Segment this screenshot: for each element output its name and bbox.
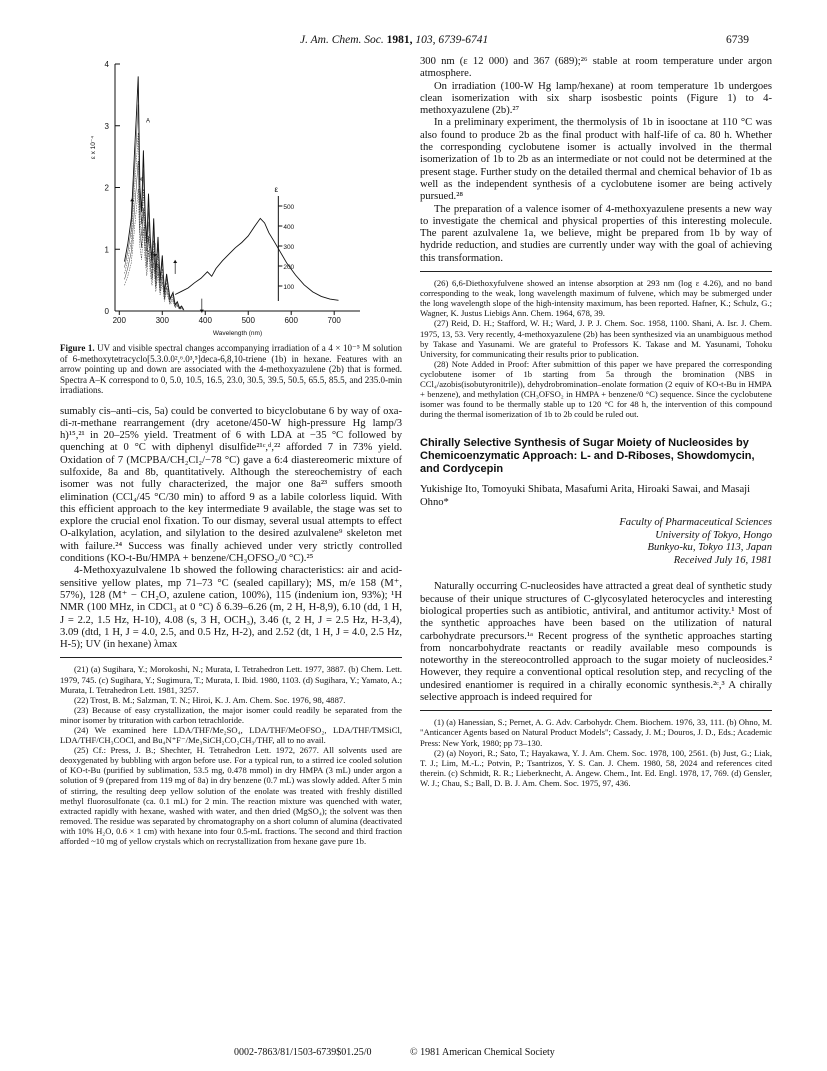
x-tick-label: 700 <box>327 316 341 325</box>
page-number: 6739 <box>726 34 749 46</box>
journal-citation <box>300 34 488 46</box>
footnote-2: (2) (a) Noyori, R.; Sato, T.; Hayakawa, Y. J. Am. Chem. Soc. 1978, 100, 2561. (b) Just, G.; Liak, T. J.; Lim, M.-L.; Potvin, P.; Tsantrizos, Y. S. Can. J. Chem. 1980, 58, 2024 and references cited therein. (c) Schmidt, R. R.; Lieberknecht, A. Angew. Chem., Int. Ed. Engl. 1978, 17, 769. (d) Gensler, W. J.; Chau, S.; Ball, D. B. J. Am. Chem. Soc. 1975, 97, 436. <box>420 747 772 788</box>
right-paragraph-4: The preparation of a valence isomer of 4-methoxyazulene presents a new way to investigate the chemical and physical properties of this interesting molecule. The parent azulvalene 1a, we believe, might be prepared from 1b by way of hydride reduction, and studies are currently under way with the goal of achieving this transformation. <box>420 203 772 264</box>
inset-tick-label: 500 <box>283 204 295 211</box>
copyright: © 1981 American Chemical Society <box>410 1047 555 1058</box>
journal-volume-pages: 103, 6739-6741 <box>412 34 489 46</box>
y-tick-label: 2 <box>104 183 109 193</box>
article-authors: Yukishige Ito, Tomoyuki Shibata, Masafumi Arita, Hiroaki Sawai, and Masaji Ohno* <box>420 484 751 508</box>
footnote-divider <box>420 710 772 711</box>
right-column <box>420 56 772 788</box>
right-paragraph-1: 300 nm (ε 12 000) and 367 (689);²⁶ stable at room temperature under argon atmosphere. <box>420 56 772 80</box>
right-paragraph-2: On irradiation (100-W Hg lamp/hexane) at room temperature 1b undergoes clean isomerization with six sharp isosbestic points (Figure 1) to 4-methoxyazulene (2b).²⁷ <box>420 80 772 117</box>
inset-tick-label: 200 <box>283 264 295 271</box>
footnote-24: (24) We examined here LDA/THF/Me₂SO₄, LDA/THF/MeOFSO₂, LDA/THF/TMSiCl, LDA/THF/CH₃COCl, and Bu₄N⁺F⁻/Me₃SiCH₂CO₂CH₃/THF, all to no avail. <box>60 725 402 746</box>
x-tick-label: 500 <box>241 316 255 325</box>
figure-caption <box>60 343 402 396</box>
chart-series <box>125 76 339 310</box>
figure-1 <box>60 56 402 341</box>
figure-caption-text: UV and visible spectral changes accompanying irradiation of a 4 × 10⁻⁵ M solution of 6-methoxytetracyclo[5.3.0.0²,⁶.0³,⁵]deca-6,8,10-triene (1b) in hexane. Features with an arrow pointing up and down are associated with the 4-methoxyazulene (2b) that is formed. Spectra A–K correspond to 0, 5.0, 10.5, 16.5, 23.0, 30.5, 39.5, 50.5, 65.5, 85.5, and 235.0-min irradiations. <box>60 343 402 395</box>
y-tick-label: 3 <box>104 121 109 131</box>
article-body: Naturally occurring C-nucleosides have attracted a great deal of synthetic study because of their unique structures of C-glycosylated heterocycles and interesting biological properties such as antibiotic, antiviral, and antitumor activity.¹ Most of the synthetic approaches have been based on the utilization of natural carbohydrate precursors.¹ᵃ Recent progress of the synthetic approaches starting from noncarbohydrate reactants or readily available meso compounds is noteworthy in the stereocontrolled approach to the sugar moiety of nucleosides.² However, they require a conventional optical resolution step, and recycling of the undesired enantiomer is required in a chirally economic synthesis.²ᶜ,³ A chirally selective approach is indeed required for <box>420 581 772 704</box>
article-affiliation <box>420 517 772 567</box>
inset-tick-label: 400 <box>283 224 295 231</box>
arrow-head <box>173 260 177 263</box>
x-tick-label: 200 <box>112 316 126 325</box>
running-header <box>0 34 827 52</box>
footnote-22: (22) Trost, B. M.; Salzman, T. N.; Hiroi, K. J. Am. Chem. Soc. 1976, 98, 4887. <box>74 694 346 705</box>
article-title: Chirally Selective Synthesis of Sugar Moiety of Nucleosides by Chemicoenzymatic Approach: L- and D-Riboses, Showdomycin, and Cordycepin <box>420 437 755 476</box>
affiliation-line: Faculty of Pharmaceutical Sciences <box>619 517 772 529</box>
left-column <box>60 56 402 846</box>
footnote-25: (25) Cf.: Press, J. B.; Shechter, H. Tetrahedron Lett. 1972, 2677. All solvents used are deoxygenated by bubbling with argon before use. For a typical run, to a stirred ice cooled solution of KO-t-Bu (purified by sublimation, 53.5 mg, 0.478 mmol) in dry HMPA (3 mL) under argon a solution of 9 (prepared from 119 mg of 8a) in dry benzene (0.7 mL) was slowly added. After 5 min of stirring, the resulting deep yellow solution of the enolate was treated with freshly distilled methyl fluorosulfonate (ca. 0.1 mL) for 2 min. The reaction mixture was quenched with water, extracted rapidly with hexane, washed with water, and then dried (MgSO₄); the solvent was then removed. The residue was separated by chromatography on a short column of alumina (deactivated with 10% H₂O, 0.6 × 1 cm) with hexane into four 0.5-mL fractions. The second and third fraction afforded ~10 mg of yellow crystals which on recrystallization from hexane gave pure 1b. <box>60 745 402 847</box>
x-axis-label: Wavelength (nm) <box>212 330 263 337</box>
footnote-27: (27) Reid, D. H.; Stafford, W. H.; Ward, J. P. J. Chem. Soc. 1958, 1100. Shani, A. Isr. J. Chem. 1975, 13, 53. Very recently, 4-methoxyazulene (2b) has been synthesized via an unambiguous method by Takase and Yasunami. We are grateful to Professors K. Takase and M. Yasunami, Tohoku University, for communicating their results prior to publication. <box>420 318 772 359</box>
footnote-21: (21) (a) Sugihara, Y.; Morokoshi, N.; Murata, I. Tetrahedron Lett. 1977, 3887. (b) Chem. Lett. 1979, 745. (c) Sugihara, Y.; Sugimura, T.; Murata, I. Ibid. 1980, 1103. (d) Sugihara, Y.; Yamato, A.; Murata, I. Tetrahedron Lett. 1981, 3257. <box>60 664 402 695</box>
journal-name: J. Am. Chem. Soc. <box>300 34 384 46</box>
spectrum-series-line <box>175 218 338 300</box>
received-date: Received July 16, 1981 <box>673 554 772 566</box>
footnote-divider <box>420 271 772 272</box>
y-tick-label: 4 <box>104 60 109 69</box>
footnote-1: (1) (a) Hanessian, S.; Pernet, A. G. Adv. Carbohydr. Chem. Biochem. 1976, 33, 111. (b) Ohno, M. "Anticancer Agents based on Natural Product Models"; Cassady, J. M.; Douros, J. D., Eds.; Academic Press: New York, 1980; pp 73–130. <box>420 717 772 748</box>
inset-tick-label: 100 <box>283 284 295 291</box>
footnote-23: (23) Because of easy crystallization, the major isomer could readily be separated from the minor isomer by trituration with carbon tetrachloride. <box>60 704 402 725</box>
footnote-26: (26) 6,6-Diethoxyfulvene showed an intense absorption at 293 nm (log ε 4.26), and no band corresponding to the weak, long wavelength maximum of fulvene, which may be submerged under the long wavelength slope of the high-intensity maximum, has been reported. Hafner, K.; Schulz, G.; Wagner, K. Justus Liebigs Ann. Chem. 1964, 678, 39. <box>420 278 772 319</box>
article-code: 0002-7863/81/1503-6739$01.25/0 <box>234 1047 372 1058</box>
y-tick-label: 1 <box>104 245 109 255</box>
chart-labels <box>90 60 341 337</box>
uv-spectrum-chart <box>60 56 402 341</box>
y-tick-label: 0 <box>104 307 109 316</box>
y-axis-label: ε x 10⁻⁴ <box>90 135 97 160</box>
footnote-divider <box>60 657 402 658</box>
affiliation-line: University of Tokyo, Hongo <box>655 529 772 541</box>
spectrum-label: A <box>145 118 150 125</box>
figure-label: Figure 1. <box>60 343 95 353</box>
affiliation-line: Bunkyo-ku, Tokyo 113, Japan <box>647 542 772 554</box>
spectrum-label: K <box>139 177 144 184</box>
journal-year: 1981, <box>386 34 413 46</box>
arrow-head <box>130 198 134 201</box>
right-paragraph-3: In a preliminary experiment, the thermolysis of 1b in isooctane at 110 °C was also found to produce 2b as the final product with half-life of ca. 80 h. Whether the corresponding cyclobutene isomer is actually involved in the thermal isomerization of 1b to 2b as an intermediate or not could not be determined at the present stage. Further study on the detailed thermal and chemical behavior of 1b as well as the independent synthesis of a cyclobutene isomer are being actively pursued.²⁸ <box>420 117 772 203</box>
x-tick-label: 600 <box>284 316 298 325</box>
spectrum-series-line <box>125 105 184 310</box>
inset-axis-label: ε <box>274 185 279 194</box>
footnote-28: (28) Note Added in Proof: After submittion of this paper we have prepared the corresponding cyclobutene isomer of 1b starting from 5a through the bromination (NBS in CCl₄/azobis(isobutyronitrile)), dehydrobromination–enolate formation (2 equiv of KO-t-Bu in HMPA + benzene), and methylation (CH₃OFSO₂ in HMPA + benzene/0 °C) sequence. Since the cyclobutene isomer was found to be thermally stable up to 120 °C for 48 h, the intervention of this compound during the thermal isomerization of 1b to 2b could be ruled out. <box>420 358 772 420</box>
x-tick-label: 400 <box>198 316 212 325</box>
left-paragraph-2: 4-Methoxyazulvalene 1b showed the following characteristics: air and acid-sensitive yellow plates, mp 71–73 °C (sealed capillary); MS, m/e 158 (M⁺, 57%), 128 (M⁺ − CH₂O, azulene cation, 100%), 115 (indenium ion, 93%); ¹H NMR (100 MHz, in CDCl₃ at 0 °C) δ 6.39–6.26 (m, 2 H, H-8,9), 6.10 (dd, 1 H, J = 2.2, 1.5 Hz, H-10), 4.08 (s, 3 H, OCH₃), 3.46 (t, 2 H, J = 2.5 Hz, H-3,4), 3.09 (dtd, 1 H, J = 4.0, 2.5, and 0.5 Hz, H-2), and 2.52 (dt, 1 H, J = 4.0, 2.5 Hz, H-5); UV (in hexane) λmax <box>60 565 402 651</box>
inset-tick-label: 300 <box>283 244 295 251</box>
x-tick-label: 300 <box>155 316 169 325</box>
left-paragraph-1: sumably cis–anti–cis, 5a) could be converted to bicyclobutane 6 by way of oxa-di-π-methane rearrangement (dry acetone/450-W high-pressure Hg lamp/3 h)¹⁵,²¹ in 20–25% yield. Treatment of 6 with LDA at −35 °C followed by quenching at 0 °C with diphenyl disulfide²¹ᶜ,ᵈ,²² afforded 7 in 73% yield. Oxidation of 7 (MCPBA/CH₂Cl₂/−78 °C) gave a 6:4 diastereomeric mixture of sulfoxide, 8a and 8b, quantitatively. Although the stereochemistry of each isomer was not fully characterized, the major one 8a²³ suffers smooth elimination (CCl₄/45 °C/30 min) to afford 9 as a labile colorless liquid. With this efficient approach to the key intermediate 9 available, the stage was set to explore the crucial enol fixation. To our dismay, several usual attempts to effect O-alkylation, acylation, and silylation to the desired azulvalene⁹ skeleton met with failure.²⁴ Success was finally achieved under very strictly controlled conditions (KO-t-Bu/HMPA + benzene/CH₃OFSO₂/0 °C).²⁵ <box>60 405 402 565</box>
